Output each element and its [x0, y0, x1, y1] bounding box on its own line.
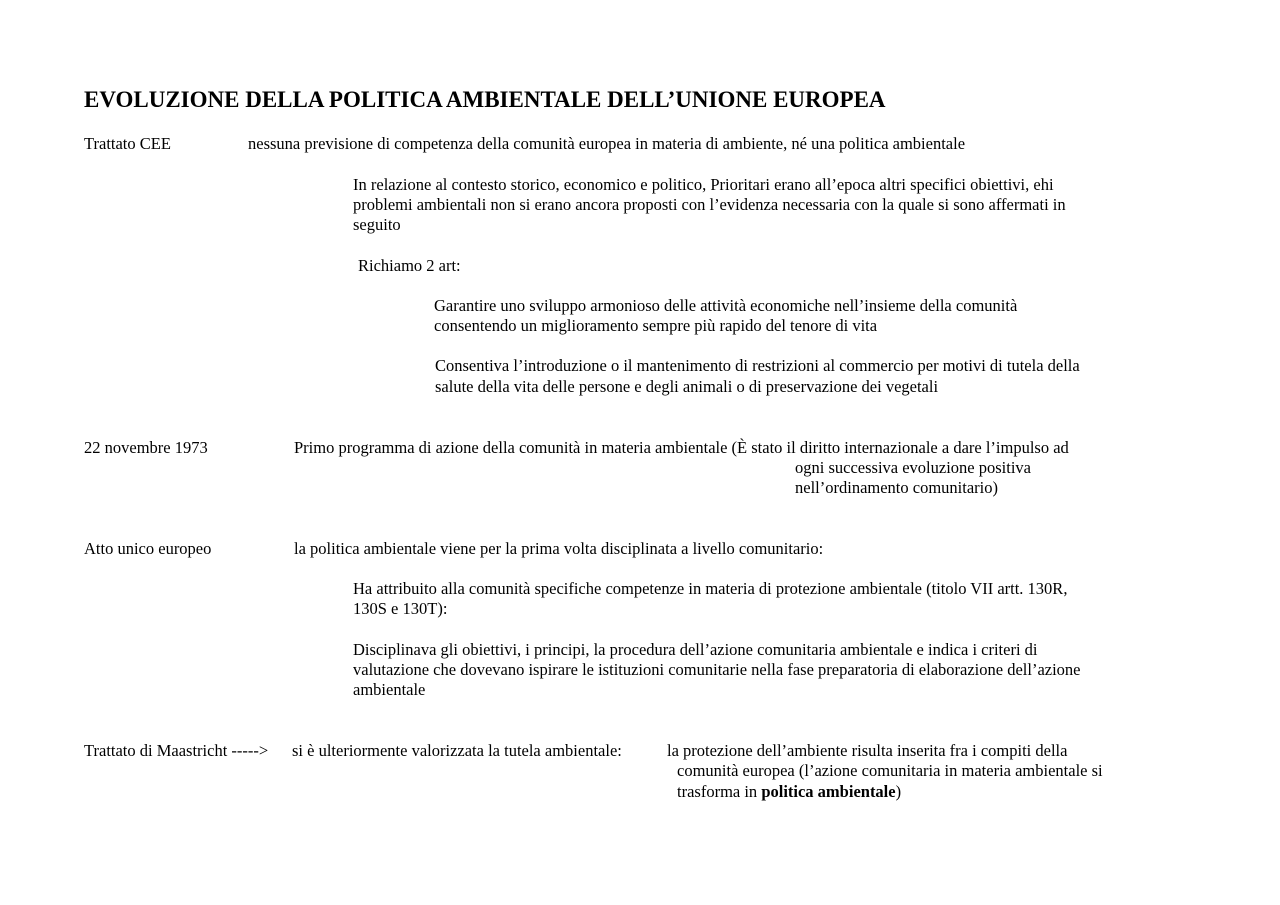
- maastricht-summary: si è ulteriormente valorizzata la tutela ambientale:: [292, 741, 622, 760]
- point-line: Disciplinava gli obiettivi, i principi, la procedura dell’azione comunitaria ambientale e indica i criteri di: [353, 640, 1038, 659]
- cee-summary: nessuna previsione di competenza della comunità europea in materia di ambiente, né una politica ambientale: [248, 134, 966, 153]
- maastricht-text-suffix: ): [895, 782, 902, 801]
- point-line: Ha attribuito alla comunità specifiche competenze in materia di protezione ambientale (titolo VII artt. 130R,: [353, 579, 1068, 598]
- program-text-line: nell’ordinamento comunitario): [795, 478, 998, 497]
- maastricht-text-line-3: [677, 782, 901, 802]
- maastricht-label: Trattato di Maastricht ----->: [84, 741, 269, 760]
- cee-reference: Richiamo 2 art:: [358, 256, 461, 275]
- maastricht-text-line: la protezione dell’ambiente risulta inserita fra i compiti della: [667, 741, 1068, 760]
- point-line: 130S e 130T):: [353, 599, 448, 618]
- cee-context-line: seguito: [353, 215, 401, 234]
- program-text-line: Primo programma di azione della comunità in materia ambientale (È stato il diritto internazionale a dare l’impulso ad: [294, 438, 1069, 457]
- cee-label: Trattato CEE: [84, 134, 171, 153]
- article-line: salute della vita delle persone e degli animali o di preservazione dei vegetali: [435, 377, 939, 396]
- maastricht-text-line: comunità europea (l’azione comunitaria in materia ambientale si: [677, 761, 1103, 780]
- single-act-label: Atto unico europeo: [84, 539, 212, 558]
- cee-context-line: problemi ambientali non si erano ancora proposti con l’evidenza necessaria con la quale si sono affermati in: [353, 195, 1066, 214]
- article-line: consentendo un miglioramento sempre più rapido del tenore di vita: [434, 316, 878, 335]
- single-act-summary: la politica ambientale viene per la prima volta disciplinata a livello comunitario:: [294, 539, 824, 558]
- article-line: Consentiva l’introduzione o il mantenimento di restrizioni al commercio per motivi di tutela della: [435, 356, 1080, 375]
- article-line: Garantire uno sviluppo armonioso delle attività economiche nell’insieme della comunità: [434, 296, 1018, 315]
- page-title: EVOLUZIONE DELLA POLITICA AMBIENTALE DELL’UNIONE EUROPEA: [84, 87, 886, 112]
- maastricht-emphasis: politica ambientale: [761, 782, 896, 801]
- cee-context-line: In relazione al contesto storico, economico e politico, Prioritari erano all’epoca altri specifici obiettivi, ehi: [353, 175, 1054, 194]
- program-text-line: ogni successiva evoluzione positiva: [795, 458, 1031, 477]
- point-line: ambientale: [353, 680, 426, 699]
- point-line: valutazione che dovevano ispirare le istituzioni comunitarie nella fase preparatoria di elaborazione dell’azione: [353, 660, 1081, 679]
- program-date: 22 novembre 1973: [84, 438, 208, 457]
- maastricht-text-prefix: trasforma in: [677, 782, 762, 801]
